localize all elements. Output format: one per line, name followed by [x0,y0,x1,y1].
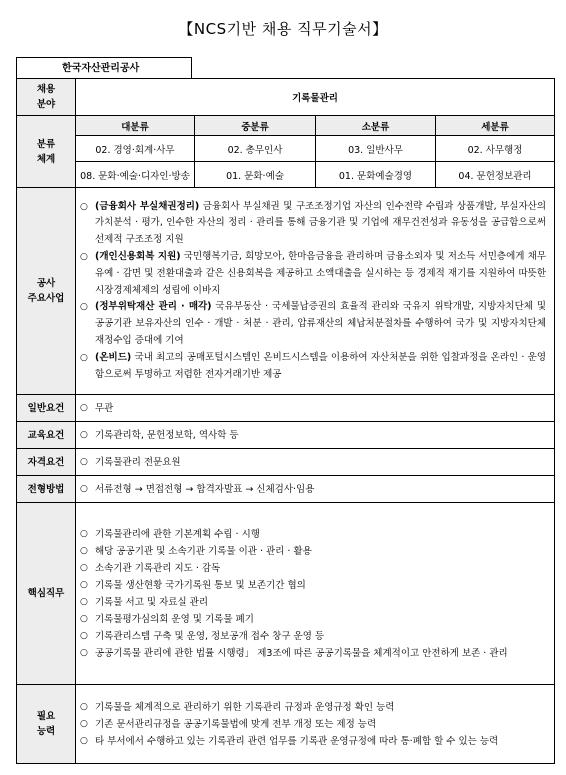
classification-header-row [17,116,555,136]
recruitment-field-row [17,79,555,116]
classification-label: 분류 체계 [17,116,76,188]
classification-row [17,162,555,188]
bullet-circle-icon: ○ [80,630,88,641]
business-item-head: (정부위탁재산 관리 · 매각) [95,301,212,313]
selection-process-label: 전형방법 [17,476,76,503]
class-header-minor: 소분류 [316,116,436,136]
class-cell: 03. 일반사무 [316,136,436,162]
business-item-text: 국내 최고의 공매포털시스템인 온비드시스템을 이용하여 자산처분을 위한 입찰과정을 온라인 · 운영함으로써 투명하고 저렴한 전자거래기반 제공 [95,351,547,380]
recruitment-field-label: 채용 분야 [17,79,76,116]
duty-item: ○ 공공기록물 관리에 관한 법률 시행령」 제3조에 따른 공공기록물을 체계적이고 안전하게 보존 · 관리 [80,645,546,662]
bullet-circle-icon: ○ [80,302,88,313]
bullet-circle-icon: ○ [80,647,88,658]
duty-item: ○ 소속기관 기록관리 지도 · 감독 [80,560,546,577]
org-name: 한국자산관리공사 [16,57,192,79]
business-item [80,249,546,299]
qualification-req-label: 자격요건 [17,449,76,476]
business-item-text: 국유부동산 · 국세물납증권의 효율적 관리와 국유지 위탁개발, 지방자치단체 및 공공기관 보유자산의 인수 · 개발 · 처분 · 관리, 압류재산의 체납처분절차를 수행하여 국가 및 지방자치단체 재정수입 증대에 기여 [95,301,547,346]
core-duties-row [17,503,555,685]
bullet-circle-icon: ○ [80,252,88,262]
duty-item: ○ 해당 공공기관 및 소속기관 기록물 이관 · 관리 · 활용 [80,543,546,560]
duty-item: ○ 기록관리스템 구축 및 운영, 정보공개 접수 창구 운영 등 [80,628,546,645]
education-req-text: 기록관리학, 문헌정보학, 역사학 등 [95,429,239,441]
education-req-label: 교육요건 [17,422,76,449]
main-business-row [17,188,555,395]
bullet-circle-icon: ○ [80,429,88,440]
class-cell: 08. 문화·예술·디자인·방송 [76,162,195,188]
general-req-row [17,395,555,422]
duty-item: ○ 기록물 생산현황 국가기록원 통보 및 보존기간 협의 [80,577,546,594]
general-req-label: 일반요건 [17,395,76,422]
class-cell: 02. 총무인사 [195,136,316,162]
business-item-text: 금융회사 부실채권 및 구조조정기업 자산의 인수전략 수립과 상품개발, 부실자산의 가치분석 · 평가, 인수한 자산의 정리 · 관리를 통해 금융기관 및 기업에 재무건전성과 유동성을 공급함으로써 선제적 구조조정 지원 [95,200,547,246]
general-req-content [76,395,555,422]
qualification-req-row [17,449,555,476]
duty-item: ○ 기록물관리에 관한 기본계획 수립 · 시행 [80,526,546,543]
duty-item: ○ 기록물 서고 및 자료실 관리 [80,594,546,611]
business-item-head: (금융회사 부실채권정리) [95,200,200,212]
selection-process-row [17,476,555,503]
bullet-circle-icon: ○ [80,735,88,746]
bullet-circle-icon: ○ [80,562,88,573]
bullet-circle-icon: ○ [80,545,88,556]
class-cell: 02. 사무행정 [436,136,555,162]
bullet-circle-icon: ○ [80,596,88,607]
business-item [80,299,546,349]
class-header-middle: 중분류 [195,116,316,136]
bullet-circle-icon: ○ [80,528,88,539]
business-item-head: (온비드) [95,351,132,363]
class-cell: 01. 문화·예술 [195,162,316,188]
recruitment-field-value: 기록물관리 [76,79,555,116]
main-business-content [76,188,555,395]
education-req-row [17,422,555,449]
ability-item: ○ 기존 문서관리규정을 공공기록물법에 맞게 전부 개정 또는 제정 능력 [80,716,546,733]
selection-process-content [76,476,555,503]
class-cell: 01. 문화예술경영 [316,162,436,188]
bullet-circle-icon: ○ [80,613,88,624]
business-item [80,350,546,384]
main-business-label: 공사 주요사업 [17,188,76,395]
bullet-circle-icon: ○ [80,579,88,590]
required-abilities-content [76,685,555,764]
page-title: 【NCS기반 채용 직무기술서】 [178,20,388,38]
required-abilities-row [17,685,555,764]
duty-item: ○ 기록물평가심의회 운영 및 기록물 폐기 [80,611,546,628]
selection-process-text: 서류전형 → 면접전형 → 합격자발표 → 신체검사·임용 [95,483,315,495]
business-item-head: (개인신용회복 지원) [95,251,181,262]
ability-item: ○ 타 부서에서 수행하고 있는 기록관리 관련 업무를 기록관 운영규정에 따라 통·폐합 할 수 있는 능력 [80,733,546,750]
bullet-circle-icon: ○ [80,701,88,712]
ability-item: ○ 기록물을 체계적으로 관리하기 위한 기록관리 규정과 운영규정 확인 능력 [80,699,546,716]
job-description-table [16,78,555,764]
class-header-major: 대분류 [76,116,195,136]
required-abilities-label: 필요 능력 [17,685,76,764]
class-cell: 02. 경영·회계·사무 [76,136,195,162]
class-header-detail: 세분류 [436,116,555,136]
bullet-circle-icon: ○ [80,456,88,467]
class-cell: 04. 문헌정보관리 [436,162,555,188]
bullet-circle-icon: ○ [80,352,88,363]
business-item-text: 국민행복기금, 희망모아, 한마음금융을 관리하며 금융소외자 및 저소득 서민층에게 채무유예 · 감면 및 전환대출과 같은 신용회복을 제공하고 소액대출을 실시하는 등 경제적 재기를 지원하여 따뜻한 시장경제체제의 성립에 이바지 [95,251,547,296]
business-item [80,199,546,249]
bullet-circle-icon: ○ [80,483,88,494]
general-req-text: 무관 [95,402,114,414]
qualification-req-content [76,449,555,476]
bullet-circle-icon: ○ [80,201,88,212]
education-req-content [76,422,555,449]
bullet-circle-icon: ○ [80,718,88,729]
core-duties-content [76,503,555,685]
core-duties-label: 핵심직무 [17,503,76,685]
classification-row [17,136,555,162]
qualification-req-text: 기록물관리 전문요원 [95,456,181,468]
bullet-circle-icon: ○ [80,402,88,413]
